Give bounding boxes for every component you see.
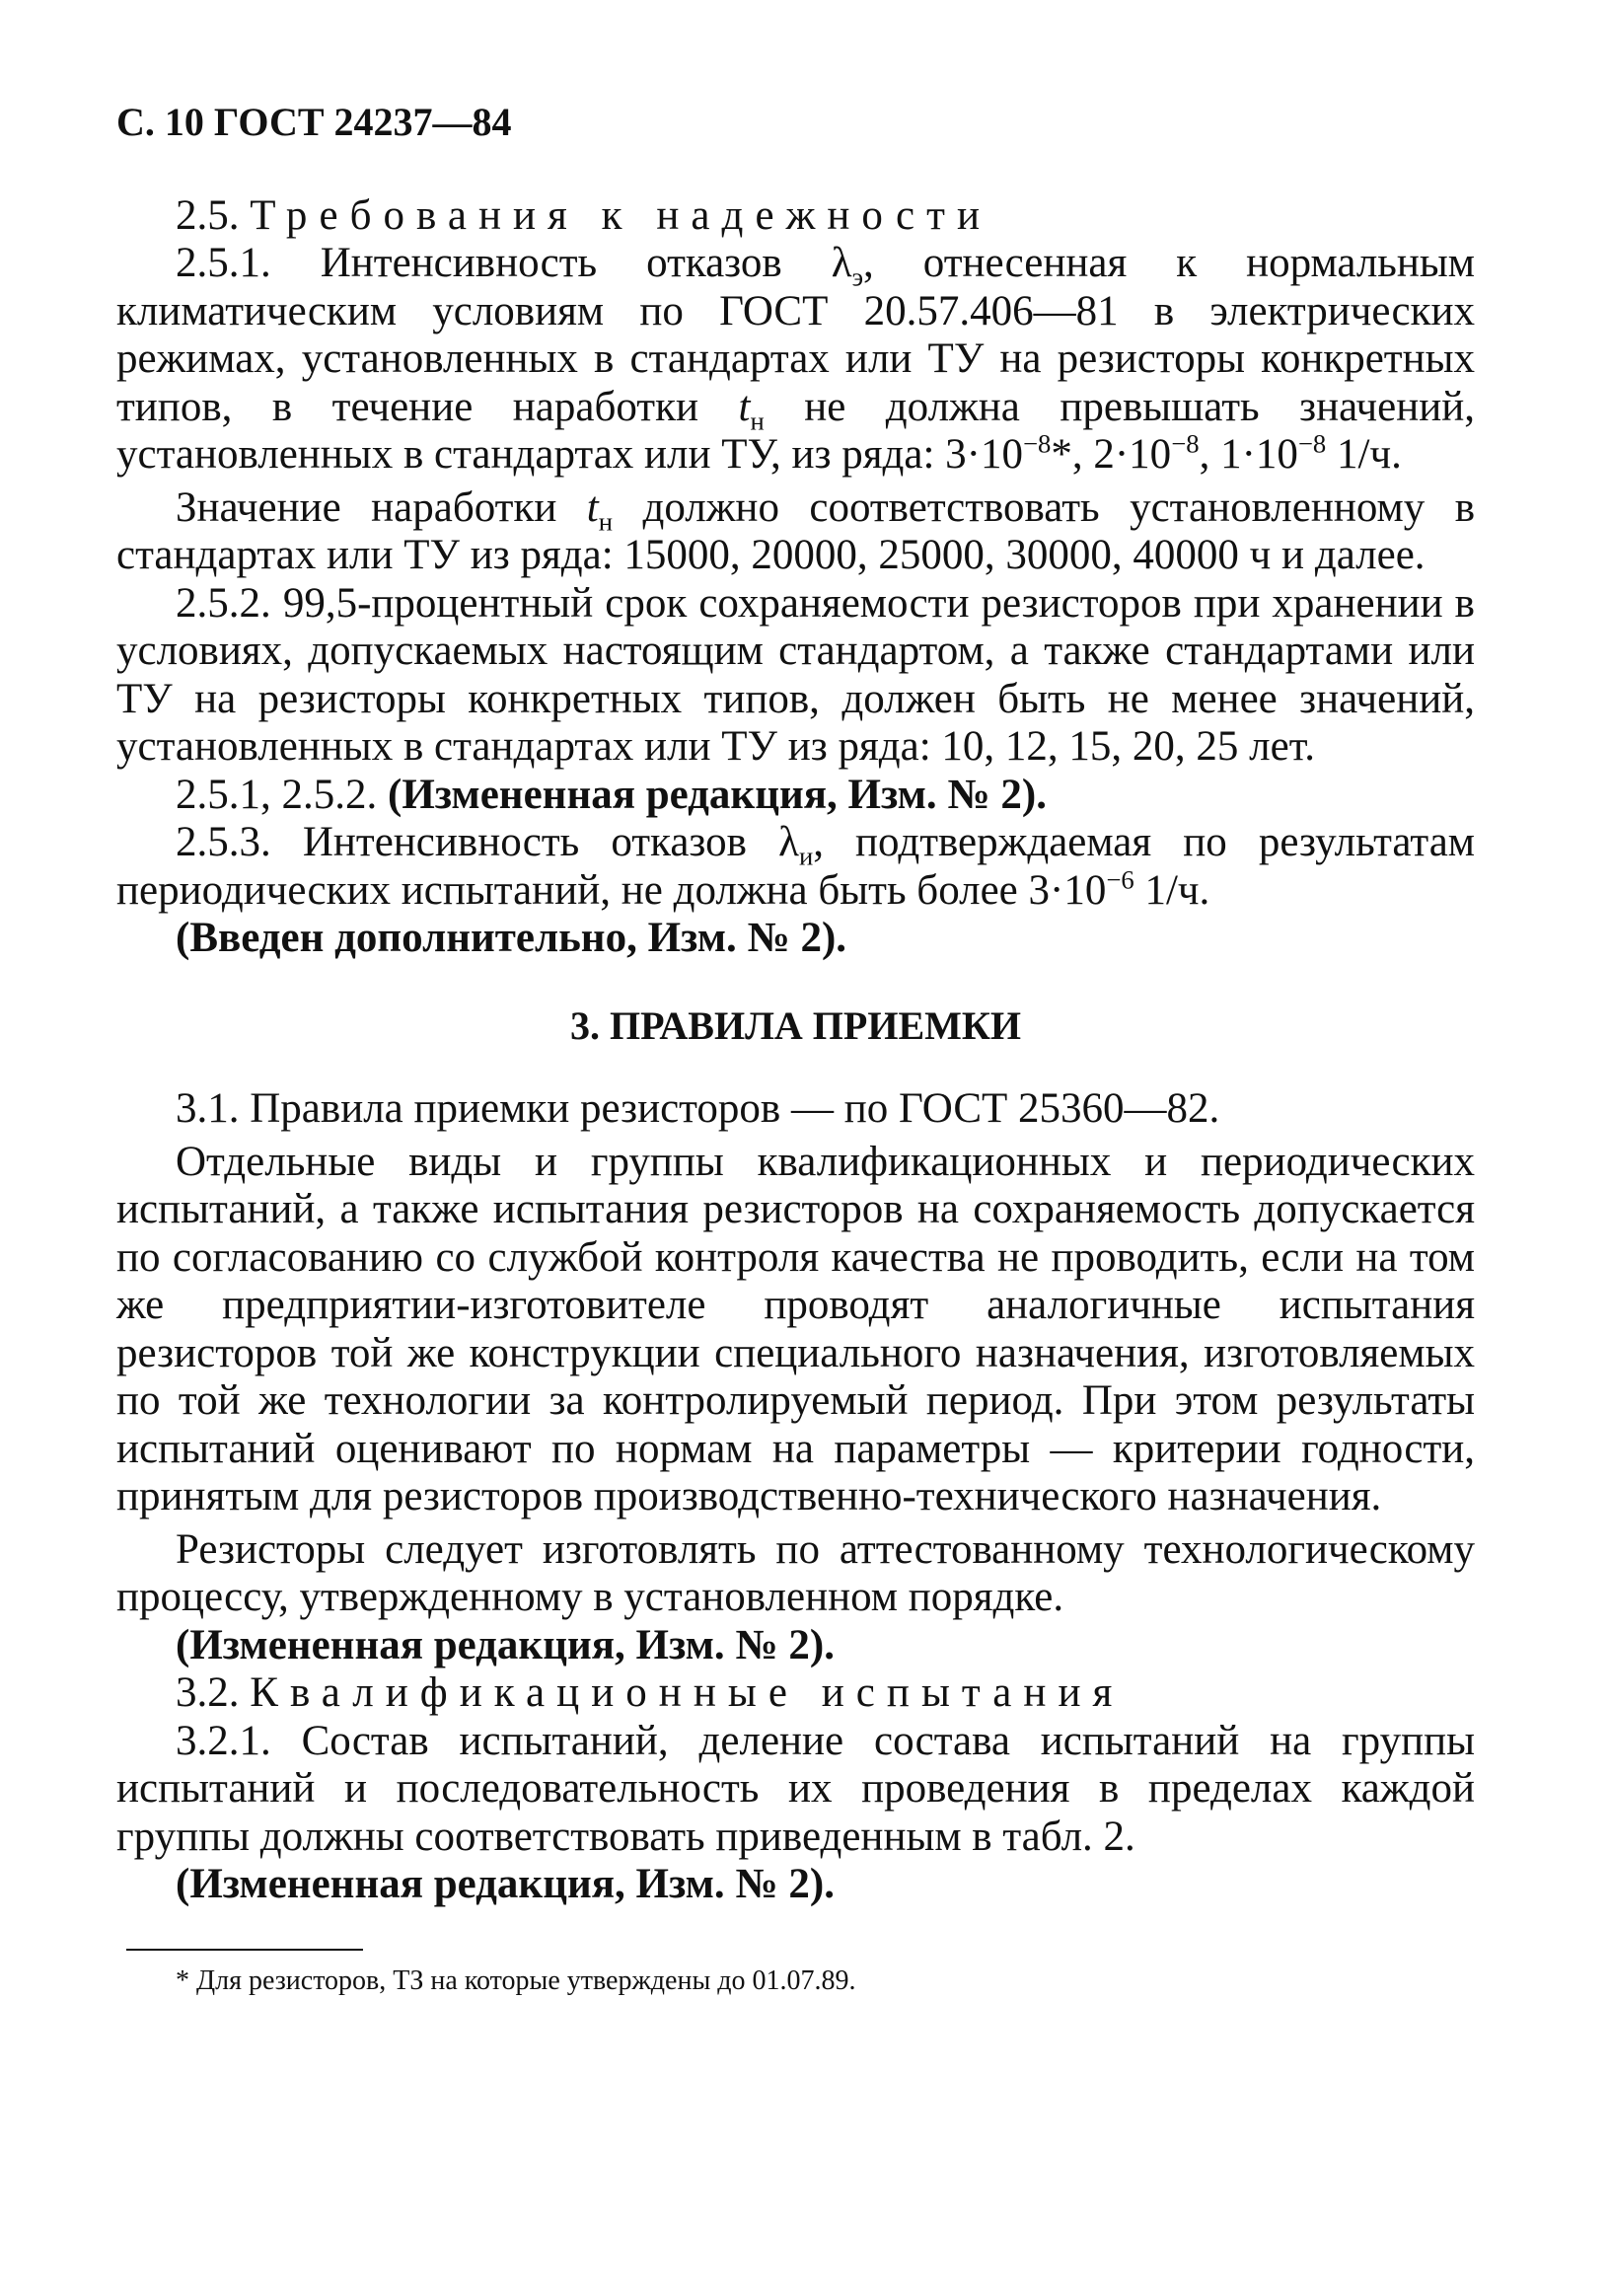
- page-header: С. 10 ГОСТ 24237—84: [116, 100, 512, 144]
- amendment-note-2-5: 2.5.1, 2.5.2. (Измененная редакция, Изм. № 2).: [176, 771, 1047, 818]
- paragraph-3-1: 3.1. Правила приемки резисторов — по ГОСТ 25360—82.: [176, 1085, 1220, 1132]
- footnote-divider: [126, 1949, 363, 1951]
- lambda-symbol: λ: [831, 240, 852, 286]
- paragraph-3-2-1: 3.2.1. Состав испытаний, деление состава испытаний на группы испытаний и последовательность их проведения в пределах каждой группы должны соответствовать приведенным в табл. 2.: [116, 1717, 1475, 1860]
- section-title: Квалификационные испытания: [250, 1669, 1125, 1716]
- amendment-note-3-1: (Измененная редакция, Изм. № 2).: [176, 1621, 835, 1668]
- footnote: * Для резисторов, ТЗ на которые утверждены до 01.07.89.: [176, 1964, 856, 1996]
- paragraph-2-5-2: 2.5.2. 99,5-процентный срок сохраняемости резисторов при хранении в условиях, допускаемых настоящим стандартом, а также стандартами или ТУ на резисторы конкретных типов, должен быть не менее значений, установленных в стандартах или ТУ из ряда: 10, 12, 15, 20, 25 лет.: [116, 579, 1475, 770]
- section-title: Требования к надежности: [250, 191, 992, 239]
- paragraph-2-5-1: 2.5.1. Интенсивность отказов $\lambda_э$, отнесенная к нормальным климатическим условиям по ГОСТ 20.57.406—81 в электрических режимах, установленных в стандартах или ТУ на резисторы конкретных типов, в течение наработки $t_н$ не должна превышать значений, установленных в стандартах или ТУ, из ряда: $3\cdot 10^{-8}*$, $2\cdot 10^{-8}$, $1\cdot 10^{-8}$ 1/ч.: [116, 240, 1476, 478]
- section-number: 3.2.: [176, 1669, 240, 1716]
- paragraph-3-1-tests: Отдельные виды и группы квалификационных и периодических испытаний, а также испытания резисторов на сохраняемость допускается по согласованию со службой контроля качества не проводить, если на том же предприятии-изготовителе проводят аналогичные испытания резисторов той же конструкции специального назначения, изготовляемых по той же технологии за контролируемый период. При этом результаты испытаний оценивают по нормам на параметры — критерии годности, принятым для резисторов производственно-технического назначения.: [116, 1138, 1475, 1519]
- paragraph-2-5-3: 2.5.3. Интенсивность отказов $\lambda_и$, подтверждаемая по результатам периодических испытаний, не должна быть более $3\cdot 10^{-6}$ 1/ч.: [116, 819, 1476, 914]
- paragraph-operating-time: Значение наработки $t_н$ должно соответствовать установленному в стандартах или ТУ из ряда: 15000, 20000, 25000, 30000, 40000 ч и далее.: [116, 483, 1475, 578]
- section-2-5-heading: [116, 192, 1475, 241]
- lambda-symbol: λ: [778, 819, 799, 865]
- amendment-note-2-5-3: (Введен дополнительно, Изм. № 2).: [176, 915, 847, 961]
- section-number: 2.5.: [176, 191, 240, 239]
- paragraph-3-1-process: Резисторы следует изготовлять по аттестованному технологическому процессу, утвержденному в установленном порядке.: [116, 1525, 1475, 1620]
- amendment-note-3-2-1: (Измененная редакция, Изм. № 2).: [176, 1861, 835, 1907]
- section-3-2-heading: [116, 1669, 1475, 1718]
- section-3-title: 3. ПРАВИЛА ПРИЕМКИ: [569, 1002, 1021, 1048]
